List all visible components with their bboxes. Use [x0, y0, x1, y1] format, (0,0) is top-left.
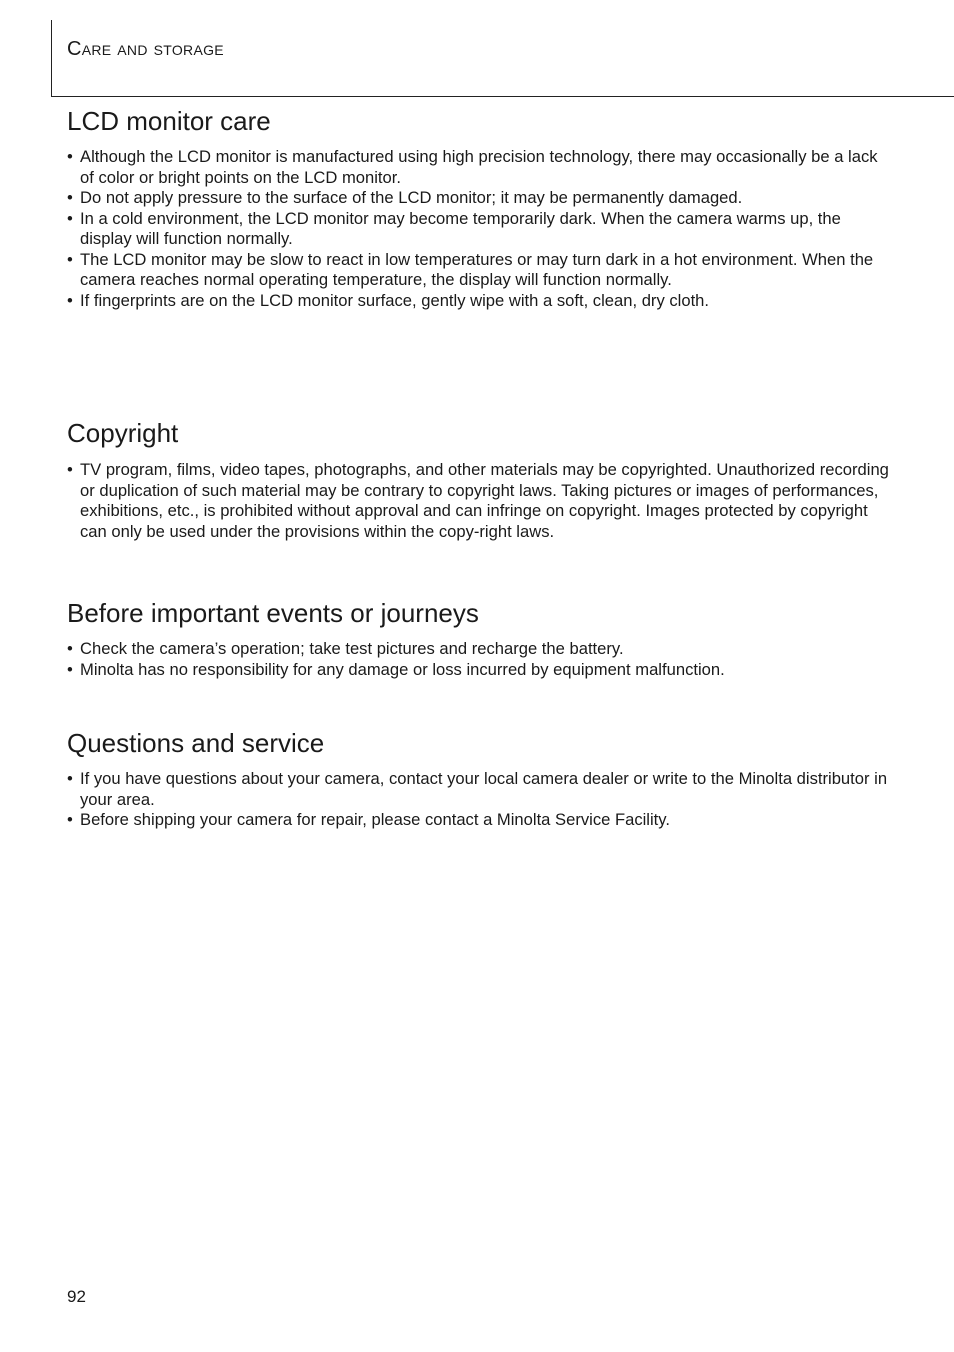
section-before-events [67, 598, 892, 680]
page-number: 92 [67, 1287, 86, 1306]
section-heading: LCD monitor care [67, 106, 271, 136]
list-item: • TV program, films, video tapes, photographs, and other materials may be copyrighted. Unauthorized recording or duplication of such material may be contrary to copyright laws. Taking pictures or images of performances, exhibitions, etc., is prohibited without approval and can infringe on copyright. Images protected by copyright can only be used under the provisions within the copy-right laws. [67, 460, 892, 542]
list-item: • In a cold environment, the LCD monitor may become temporarily dark. When the camera warms up, the display will function normally. [67, 209, 892, 250]
bullet-list [67, 147, 892, 311]
list-item: • Check the camera’s operation; take test pictures and recharge the battery. [67, 639, 892, 660]
section-heading: Copyright [67, 418, 179, 448]
section-heading: Before important events or journeys [67, 598, 479, 628]
list-item: • Although the LCD monitor is manufactured using high precision technology, there may occasionally be a lack of color or bright points on the LCD monitor. [67, 147, 892, 188]
section-heading: Questions and service [67, 728, 325, 758]
list-item: • If fingerprints are on the LCD monitor surface, gently wipe with a soft, clean, dry cloth. [67, 291, 892, 312]
list-item: • Before shipping your camera for repair, please contact a Minolta Service Facility. [67, 810, 892, 831]
bullet-list [67, 639, 892, 680]
running-header: Care and storage [67, 38, 224, 60]
header-vertical-rule [51, 20, 52, 97]
section-questions-service [67, 728, 892, 831]
header-horizontal-rule [51, 96, 954, 97]
list-item: • If you have questions about your camera, contact your local camera dealer or write to the Minolta distributor in your area. [67, 769, 892, 810]
list-item: • Minolta has no responsibility for any damage or loss incurred by equipment malfunction. [67, 660, 892, 681]
section-lcd-monitor-care [67, 106, 892, 311]
list-item: • The LCD monitor may be slow to react in low temperatures or may turn dark in a hot environment. When the camera reaches normal operating temperature, the display will function normally. [67, 250, 892, 291]
list-item: • Do not apply pressure to the surface of the LCD monitor; it may be permanently damaged. [67, 188, 892, 209]
bullet-list [67, 769, 892, 831]
bullet-list [67, 460, 892, 542]
section-copyright [67, 418, 892, 542]
